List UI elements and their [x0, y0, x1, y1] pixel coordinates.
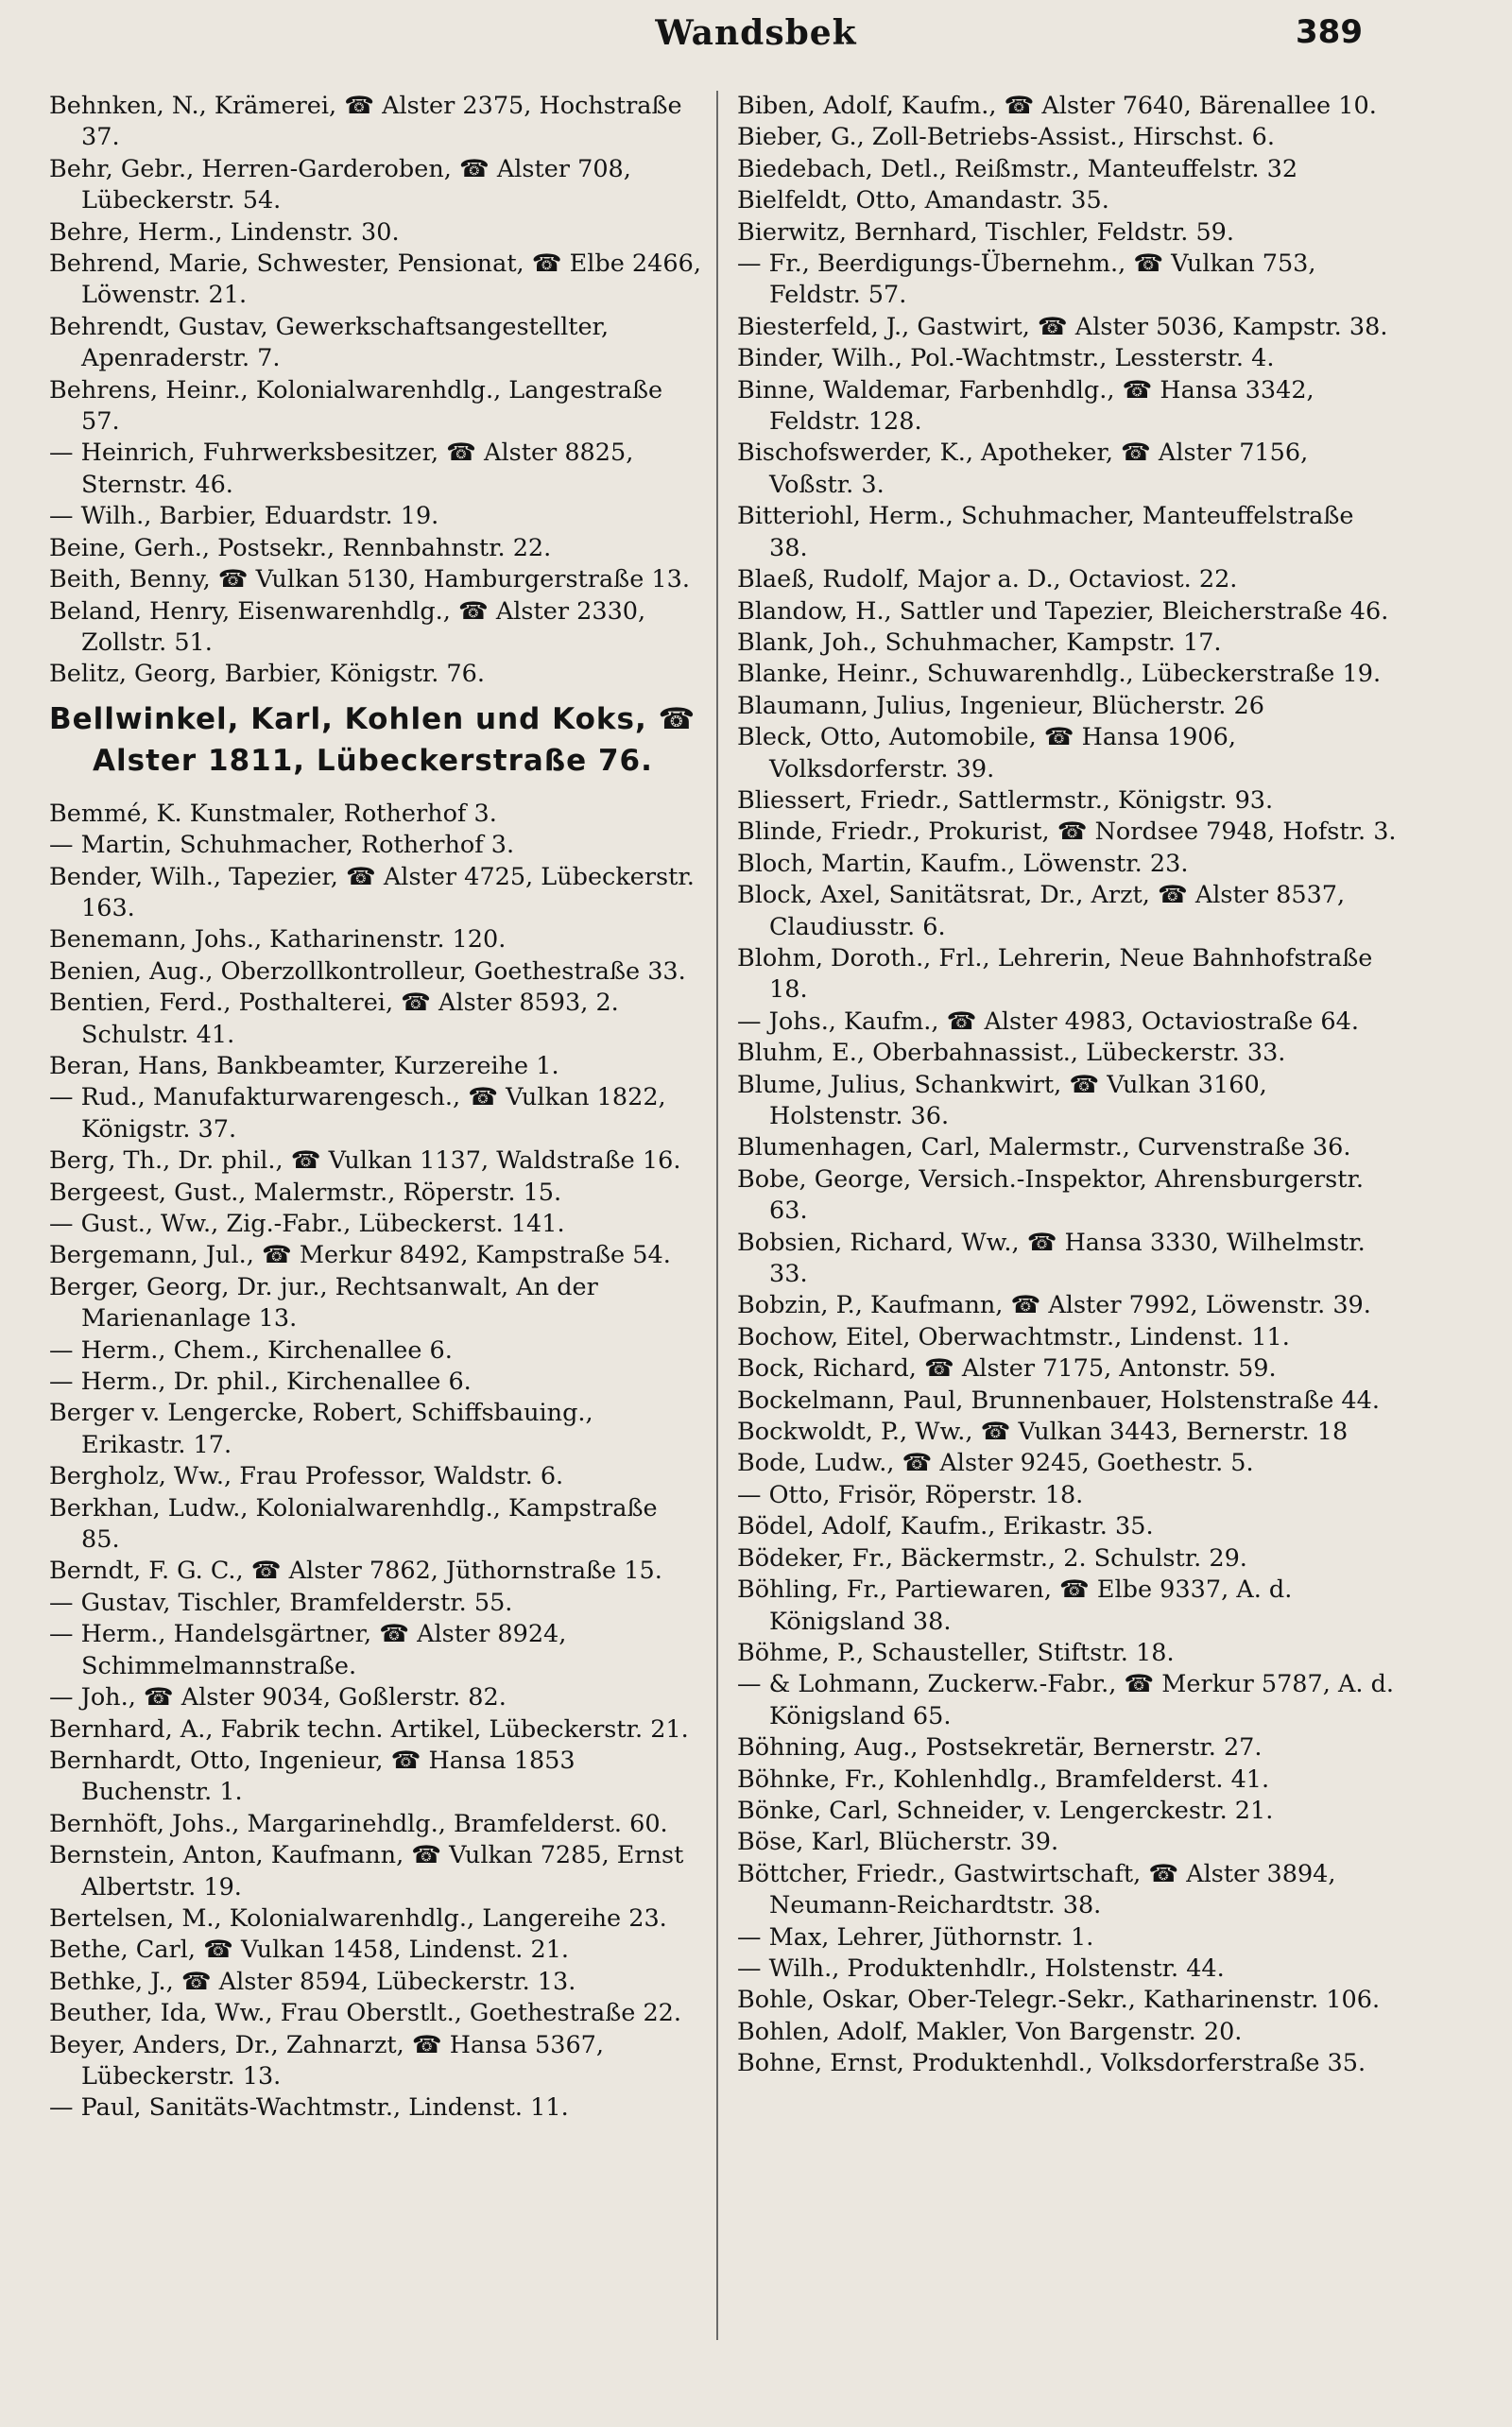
- directory-entry: Bernhard, A., Fabrik techn. Artikel, Lübeckerstr. 21.: [49, 1714, 689, 1744]
- right-column: [737, 91, 1399, 2080]
- directory-entry: Bobzin, P., Kaufmann, ☎ Alster 7992, Löwenstr. 39.: [737, 1291, 1371, 1320]
- advertisement-entry: Bellwinkel, Karl, Kohlen und Koks, ☎ Alster 1811, Lübeckerstraße 76.: [49, 701, 696, 778]
- directory-entry: — Herm., Dr. phil., Kirchenallee 6.: [49, 1368, 472, 1397]
- directory-entry: Behrendt, Gustav, Gewerkschaftsangestellter, Apenraderstr. 7.: [49, 312, 610, 373]
- directory-entry: Behrens, Heinr., Kolonialwarenhdlg., Langestraße 57.: [49, 375, 663, 437]
- directory-entry: Bethe, Carl, ☎ Vulkan 1458, Lindenst. 21.: [49, 1936, 570, 1965]
- directory-entry: Bergemann, Jul., ☎ Merkur 8492, Kampstraße 54.: [49, 1241, 671, 1270]
- directory-entry: Böhme, P., Schausteller, Stiftstr. 18.: [737, 1638, 1175, 1667]
- directory-entry: Böhling, Fr., Partiewaren, ☎ Elbe 9337, A. d. Königsland 38.: [737, 1575, 1293, 1636]
- directory-entry: Bernstein, Anton, Kaufmann, ☎ Vulkan 7285, Ernst Albertstr. 19.: [49, 1841, 684, 1902]
- left-column: [49, 91, 703, 2125]
- directory-entry: Bergholz, Ww., Frau Professor, Waldstr. 6.: [49, 1462, 564, 1491]
- directory-entry: Blaeß, Rudolf, Major a. D., Octaviost. 22.: [737, 565, 1238, 594]
- directory-entry: — Fr., Beerdigungs-Übernehm., ☎ Vulkan 753, Feldstr. 57.: [737, 250, 1316, 310]
- directory-entry: Bochow, Eitel, Oberwachtmstr., Lindenst. 11.: [737, 1322, 1290, 1351]
- directory-entry: Behr, Gebr., Herren-Garderoben, ☎ Alster 708, Lübeckerstr. 54.: [49, 154, 631, 215]
- directory-entry: — Martin, Schuhmacher, Rotherhof 3.: [49, 831, 515, 860]
- directory-entry: Bemmé, K. Kunstmaler, Rotherhof 3.: [49, 799, 497, 828]
- directory-entry: — Heinrich, Fuhrwerksbesitzer, ☎ Alster 8825, Sternstr. 46.: [49, 439, 634, 499]
- directory-entry: Beine, Gerh., Postsekr., Rennbahnstr. 22.: [49, 533, 552, 562]
- directory-entry: — Gustav, Tischler, Bramfelderstr. 55.: [49, 1588, 513, 1617]
- directory-entry: Blandow, H., Sattler und Tapezier, Bleicherstraße 46.: [737, 596, 1389, 626]
- directory-entry: — Herm., Chem., Kirchenallee 6.: [49, 1335, 453, 1365]
- directory-entry: Bethke, J., ☎ Alster 8594, Lübeckerstr. 13.: [49, 1967, 576, 1996]
- directory-entry: Bock, Richard, ☎ Alster 7175, Antonstr. 59.: [737, 1354, 1277, 1384]
- directory-entry: Binder, Wilh., Pol.-Wachtmstr., Lessterstr. 4.: [737, 344, 1275, 373]
- directory-entry: Benien, Aug., Oberzollkontrolleur, Goethestraße 33.: [49, 956, 686, 986]
- directory-entry: — Johs., Kaufm., ☎ Alster 4983, Octaviostraße 64.: [737, 1007, 1359, 1036]
- directory-entry: Bliessert, Friedr., Sattlermstr., Königstr. 93.: [737, 785, 1274, 815]
- directory-entry: Bode, Ludw., ☎ Alster 9245, Goethestr. 5.: [737, 1449, 1254, 1478]
- directory-entry: Böttcher, Friedr., Gastwirtschaft, ☎ Alster 3894, Neumann-Reichardtstr. 38.: [737, 1859, 1336, 1920]
- directory-entry: Bierwitz, Bernhard, Tischler, Feldstr. 59.: [737, 217, 1234, 247]
- directory-entry: Bentien, Ferd., Posthalterei, ☎ Alster 8593, 2. Schulstr. 41.: [49, 989, 619, 1049]
- page-number: 389: [1296, 13, 1363, 51]
- directory-entry: Böse, Karl, Blücherstr. 39.: [737, 1828, 1059, 1857]
- directory-entry: Bender, Wilh., Tapezier, ☎ Alster 4725, Lübeckerstr. 163.: [49, 862, 695, 922]
- directory-entry: Blaumann, Julius, Ingenieur, Blücherstr. 26: [737, 691, 1264, 720]
- directory-entry: — Paul, Sanitäts-Wachtmstr., Lindenst. 11.: [49, 2093, 569, 2123]
- directory-entry: Bischofswerder, K., Apotheker, ☎ Alster 7156, Voßstr. 3.: [737, 439, 1309, 499]
- directory-entry: Bernhöft, Johs., Margarinehdlg., Bramfelderst. 60.: [49, 1809, 668, 1838]
- directory-entry: Bobe, George, Versich.-Inspektor, Ahrensburgerstr. 63.: [737, 1164, 1365, 1226]
- directory-entry: Beyer, Anders, Dr., Zahnarzt, ☎ Hansa 5367, Lübeckerstr. 13.: [49, 2030, 604, 2091]
- directory-entry: Berger, Georg, Dr. jur., Rechtsanwalt, An der Marienanlage 13.: [49, 1272, 598, 1334]
- directory-entry: Blank, Joh., Schuhmacher, Kampstr. 17.: [737, 628, 1222, 657]
- directory-entry: Böhning, Aug., Postsekretär, Bernerstr. 27.: [737, 1733, 1263, 1763]
- directory-entry: Bödeker, Fr., Bäckermstr., 2. Schulstr. 29.: [737, 1543, 1247, 1573]
- directory-entry: Blanke, Heinr., Schuwarenhdlg., Lübeckerstraße 19.: [737, 660, 1382, 689]
- directory-entry: Böhnke, Fr., Kohlenhdlg., Bramfelderst. 41.: [737, 1764, 1270, 1794]
- directory-entry: Bielfeldt, Otto, Amandastr. 35.: [737, 186, 1109, 215]
- directory-entry: Bergeest, Gust., Malermstr., Röperstr. 15.: [49, 1178, 562, 1207]
- page-header: [0, 13, 1512, 60]
- directory-entry: Bieber, G., Zoll-Betriebs-Assist., Hirschst. 6.: [737, 123, 1275, 152]
- page-title: Wandsbek: [655, 13, 857, 53]
- directory-entry: Blume, Julius, Schankwirt, ☎ Vulkan 3160, Holstenstr. 36.: [737, 1070, 1267, 1130]
- directory-entry: Bobsien, Richard, Ww., ☎ Hansa 3330, Wilhelmstr. 33.: [737, 1228, 1366, 1289]
- directory-entry: Biben, Adolf, Kaufm., ☎ Alster 7640, Bärenallee 10.: [737, 92, 1377, 120]
- directory-entry: Benemann, Johs., Katharinenstr. 120.: [49, 925, 507, 955]
- directory-entry: Bohlen, Adolf, Makler, Von Bargenstr. 20.: [737, 2017, 1243, 2046]
- directory-entry: Beuther, Ida, Ww., Frau Oberstlt., Goethestraße 22.: [49, 1999, 682, 2028]
- directory-entry: Berger v. Lengercke, Robert, Schiffsbauing., Erikastr. 17.: [49, 1399, 593, 1459]
- directory-entry: Block, Axel, Sanitätsrat, Dr., Arzt, ☎ Alster 8537, Claudiusstr. 6.: [737, 881, 1346, 941]
- directory-entry: Berndt, F. G. C., ☎ Alster 7862, Jüthornstraße 15.: [49, 1557, 662, 1586]
- directory-entry: Blumenhagen, Carl, Malermstr., Curvenstraße 36.: [737, 1133, 1351, 1162]
- directory-entry: Bloch, Martin, Kaufm., Löwenstr. 23.: [737, 849, 1189, 878]
- directory-entry: Beith, Benny, ☎ Vulkan 5130, Hamburgerstraße 13.: [49, 565, 690, 594]
- directory-entry: — Joh., ☎ Alster 9034, Goßlerstr. 82.: [49, 1683, 507, 1713]
- directory-entry: Bitteriohl, Herm., Schuhmacher, Manteuffelstraße 38.: [737, 502, 1354, 562]
- directory-entry: Beland, Henry, Eisenwarenhdlg., ☎ Alster 2330, Zollstr. 51.: [49, 596, 646, 657]
- directory-entry: Behnken, N., Krämerei, ☎ Alster 2375, Hochstraße 37.: [49, 92, 682, 152]
- directory-entry: Bernhardt, Otto, Ingenieur, ☎ Hansa 1853 Buchenstr. 1.: [49, 1746, 576, 1807]
- directory-entry: Bohne, Ernst, Produktenhdl., Volksdorferstraße 35.: [737, 2049, 1366, 2078]
- directory-entry: Bockelmann, Paul, Brunnenbauer, Holstenstraße 44.: [737, 1386, 1380, 1415]
- directory-entry: Biedebach, Detl., Reißmstr., Manteuffelstr. 32: [737, 154, 1298, 183]
- directory-entry: Belitz, Georg, Barbier, Königstr. 76.: [49, 660, 485, 689]
- directory-entry: — Max, Lehrer, Jüthornstr. 1.: [737, 1922, 1094, 1952]
- directory-entry: — Rud., Manufakturwarengesch., ☎ Vulkan 1822, Königstr. 37.: [49, 1083, 666, 1144]
- directory-entry: Bleck, Otto, Automobile, ☎ Hansa 1906, Volksdorferstr. 39.: [737, 723, 1236, 783]
- directory-entry: Behre, Herm., Lindenstr. 30.: [49, 217, 400, 247]
- directory-entry: Beran, Hans, Bankbeamter, Kurzereihe 1.: [49, 1051, 559, 1080]
- directory-entry: Blohm, Doroth., Frl., Lehrerin, Neue Bahnhofstraße 18.: [737, 943, 1373, 1005]
- directory-entry: — Otto, Frisör, Röperstr. 18.: [737, 1480, 1084, 1509]
- directory-entry: Bönke, Carl, Schneider, v. Lengerckestr. 21.: [737, 1796, 1274, 1825]
- directory-entry: Binne, Waldemar, Farbenhdlg., ☎ Hansa 3342, Feldstr. 128.: [737, 375, 1314, 437]
- directory-entry: Behrend, Marie, Schwester, Pensionat, ☎ Elbe 2466, Löwenstr. 21.: [49, 250, 701, 310]
- column-divider: [716, 91, 718, 2340]
- directory-entry: — Gust., Ww., Zig.-Fabr., Lübeckerst. 141.: [49, 1210, 565, 1238]
- directory-entry: — Herm., Handelsgärtner, ☎ Alster 8924, Schimmelmannstraße.: [49, 1620, 567, 1680]
- directory-entry: — & Lohmann, Zuckerw.-Fabr., ☎ Merkur 5787, A. d. Königsland 65.: [737, 1670, 1395, 1730]
- directory-entry: Bockwoldt, P., Ww., ☎ Vulkan 3443, Bernerstr. 18: [737, 1418, 1349, 1447]
- directory-entry: Bödel, Adolf, Kaufm., Erikastr. 35.: [737, 1512, 1154, 1541]
- directory-entry: Blinde, Friedr., Prokurist, ☎ Nordsee 7948, Hofstr. 3.: [737, 818, 1397, 847]
- directory-entry: Berg, Th., Dr. phil., ☎ Vulkan 1137, Waldstraße 16.: [49, 1146, 681, 1176]
- directory-entry: Bluhm, E., Oberbahnassist., Lübeckerstr. 33.: [737, 1039, 1286, 1068]
- directory-entry: Biesterfeld, J., Gastwirt, ☎ Alster 5036, Kampstr. 38.: [737, 312, 1388, 341]
- directory-entry: — Wilh., Produktenhdlr., Holstenstr. 44.: [737, 1954, 1225, 1983]
- directory-entry: Bertelsen, M., Kolonialwarenhdlg., Langereihe 23.: [49, 1903, 667, 1933]
- directory-entry: — Wilh., Barbier, Eduardstr. 19.: [49, 502, 439, 531]
- directory-entry: Bohle, Oskar, Ober-Telegr.-Sekr., Katharinenstr. 106.: [737, 1986, 1381, 2015]
- directory-entry: Berkhan, Ludw., Kolonialwarenhdlg., Kampstraße 85.: [49, 1493, 658, 1555]
